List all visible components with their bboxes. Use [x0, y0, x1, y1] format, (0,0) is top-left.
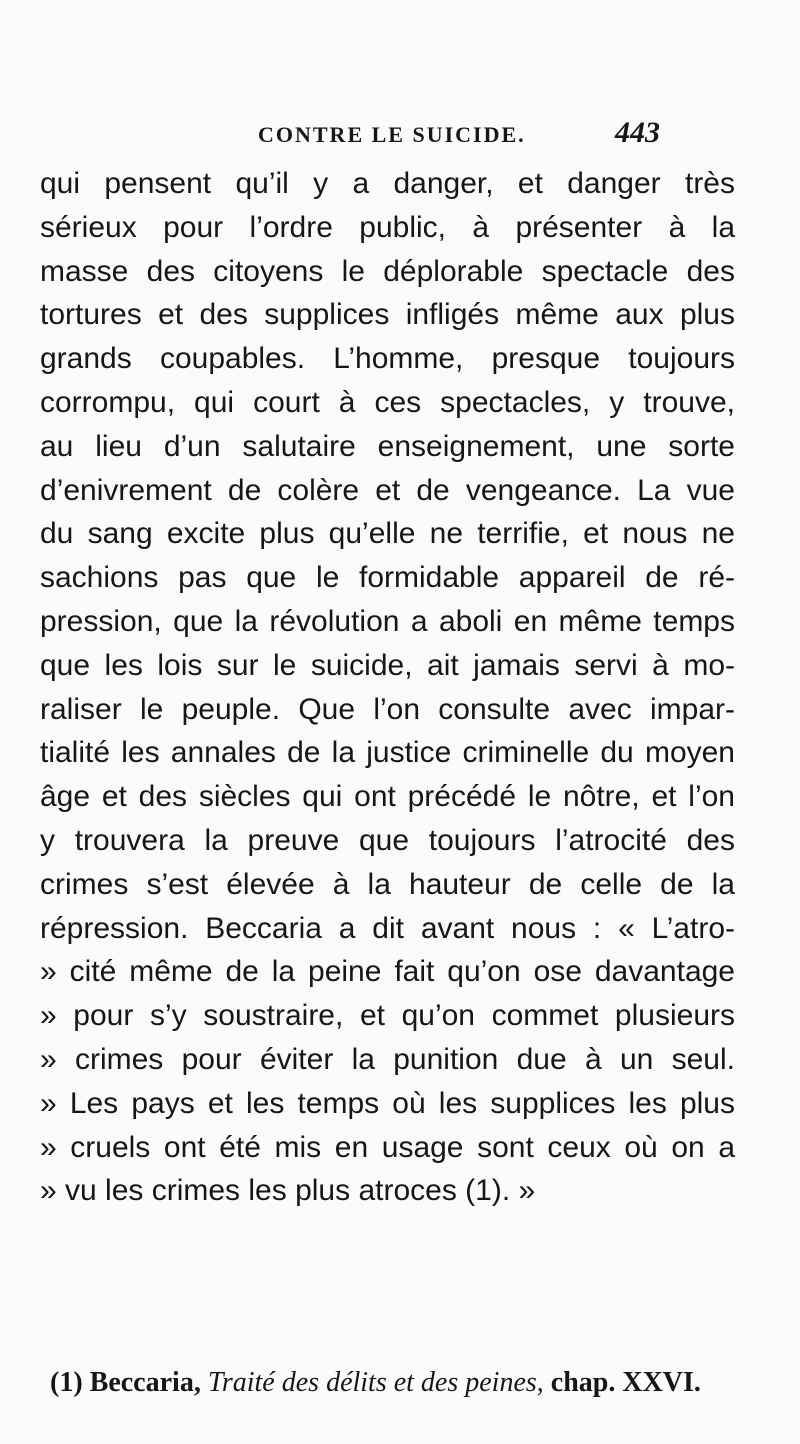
footnote: [50, 1367, 750, 1399]
text-line: tialité les annales de la justice criminelle du moyen: [40, 736, 735, 770]
text-line: » pour s’y soustraire, et qu’on commet plusieurs: [40, 999, 735, 1033]
text-line: pression, que la révolution a aboli en même temps: [40, 604, 735, 638]
footnote-chapter: chap. XXVI.: [550, 1367, 701, 1398]
footnote-marker: (1) Beccaria,: [50, 1367, 201, 1398]
text-line: » cité même de la peine fait qu’on ose davantage: [40, 955, 735, 989]
text-line: » cruels ont été mis en usage sont ceux où on a: [40, 1130, 735, 1164]
text-line: sérieux pour l’ordre public, à présenter à la: [40, 210, 735, 244]
page-number: 443: [615, 116, 660, 149]
footnote-title: Traité des délits et des peines,: [207, 1367, 544, 1398]
text-line: » crimes pour éviter la punition due à un seul.: [40, 1042, 735, 1076]
text-line: tortures et des supplices infligés même aux plus: [40, 298, 735, 332]
text-line: du sang excite plus qu’elle ne terrifie, et nous ne: [40, 517, 735, 551]
text-line: répression. Beccaria a dit avant nous : « L’atro-: [40, 911, 735, 945]
text-line: d’enivrement de colère et de vengeance. La vue: [40, 473, 735, 507]
text-line: que les lois sur le suicide, ait jamais servi à mo-: [40, 648, 735, 682]
text-line: sachions pas que le formidable appareil de ré-: [40, 561, 735, 595]
running-title: CONTRE LE SUICIDE.: [258, 122, 526, 147]
text-line: » Les pays et les temps où les supplices les plus: [40, 1086, 735, 1120]
text-line: y trouvera la preuve que toujours l’atrocité des: [40, 823, 735, 857]
text-line: crimes s’est élevée à la hauteur de celle de la: [40, 867, 735, 901]
text-line: » vu les crimes les plus atroces (1). »: [40, 1174, 536, 1208]
text-line: qui pensent qu’il y a danger, et danger très: [40, 167, 735, 200]
text-line: grands coupables. L’homme, presque toujours: [40, 342, 735, 376]
body-text: [40, 162, 735, 1213]
text-line: corrompu, qui court à ces spectacles, y trouve,: [40, 385, 735, 419]
text-line: masse des citoyens le déplorable spectacle des: [40, 254, 735, 288]
text-line: raliser le peuple. Que l’on consulte avec impar-: [40, 692, 735, 726]
text-line: au lieu d’un salutaire enseignement, une sorte: [40, 429, 735, 463]
text-line: âge et des siècles qui ont précédé le nôtre, et l’on: [40, 780, 735, 814]
page-header: [258, 118, 658, 154]
